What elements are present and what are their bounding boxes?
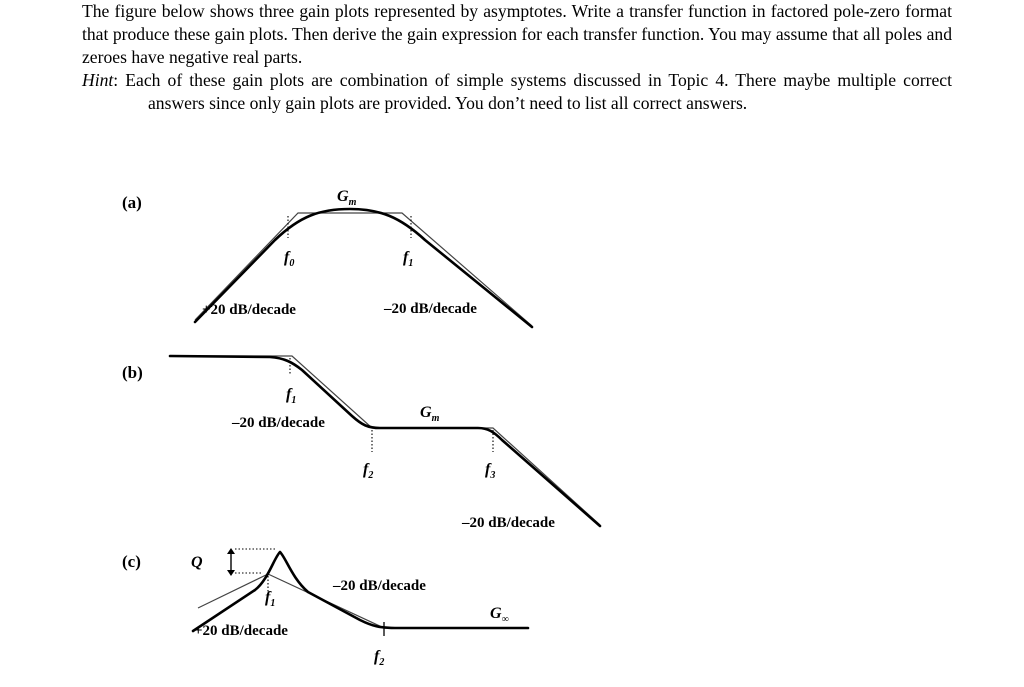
panel-b-asymptote	[170, 356, 600, 525]
panel-b-label: (b)	[122, 363, 143, 382]
panel-b-gain-label: $G_m$	[420, 404, 440, 424]
panel-a-slope-right: –20 dB/decade	[384, 301, 477, 317]
panel-c-slope-mid: –20 dB/decade	[333, 578, 426, 594]
panel-a	[122, 188, 532, 327]
panel-b-curve	[170, 356, 600, 526]
panel-b	[122, 356, 600, 531]
hint-label: Hint	[82, 70, 114, 90]
panel-c-slope-left: +20 dB/decade	[194, 623, 288, 639]
panel-c-gain-label: $G_\infty$	[490, 605, 509, 625]
panel-b-slope-mid: –20 dB/decade	[232, 415, 325, 431]
panel-a-slope-left: +20 dB/decade	[202, 302, 296, 318]
panel-a-f0-label: $f_0$	[284, 249, 295, 269]
panel-b-f3-label: $f_3$	[485, 461, 496, 481]
panel-c-f1-label: $f_1$	[265, 589, 276, 609]
panel-c	[122, 548, 528, 668]
panel-b-f1-label: $f_1$	[286, 386, 297, 406]
panel-c-q-label: Q	[191, 554, 203, 571]
panel-b-f2-label: $f_2$	[363, 461, 374, 481]
panel-c-f2-label: $f_2$	[374, 648, 385, 668]
panel-a-gain-label: $G_m$	[337, 188, 357, 208]
problem-paragraph: The figure below shows three gain plots represented by asymptotes. Write a transfer function in factored pole-zero format that produce these gain plots. Then derive the gain expression for each transfer function. You may assume that all poles and zeroes have negative real parts.	[82, 1, 952, 67]
panel-b-slope-right: –20 dB/decade	[462, 515, 555, 531]
panel-a-f1-label: $f_1$	[403, 249, 414, 269]
hint-text: : Each of these gain plots are combination of simple systems discussed in Topic 4. There maybe multiple correct answers since only gain plots are provided. You don’t need to list all correct answers.	[113, 70, 952, 113]
panel-a-label: (a)	[122, 193, 142, 212]
panel-c-label: (c)	[122, 552, 141, 571]
